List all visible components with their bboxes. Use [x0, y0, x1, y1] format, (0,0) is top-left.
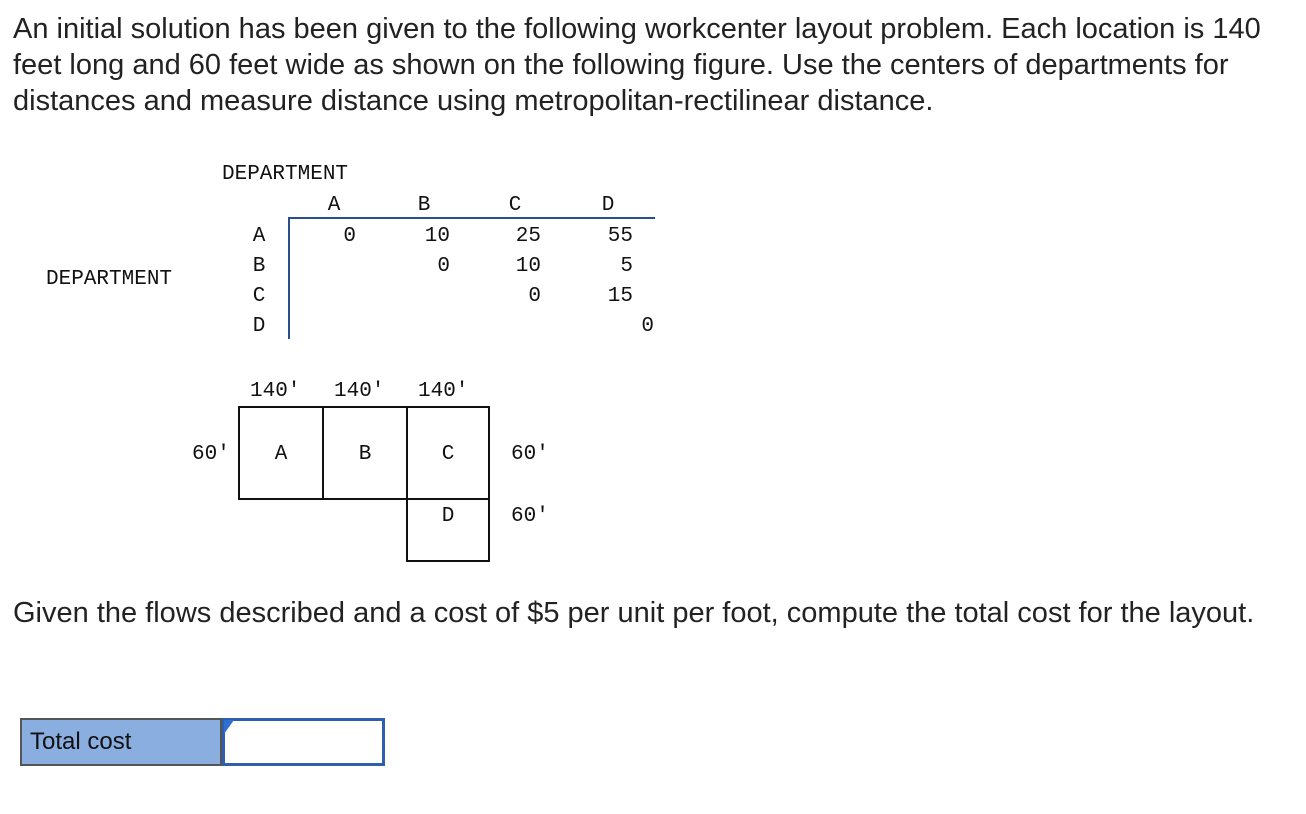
row-header-title: DEPARTMENT	[46, 268, 173, 291]
width-label-b: 140'	[334, 380, 385, 403]
header-underline	[289, 217, 655, 219]
height-label-right-bottom: 60'	[511, 505, 549, 528]
flow-cell-c-d: 15	[607, 285, 633, 308]
flow-cell-a-c: 25	[515, 225, 541, 248]
location-label-d: D	[441, 505, 455, 528]
width-label-c: 140'	[418, 380, 469, 403]
flow-cell-a-a: 0	[343, 225, 356, 248]
location-label-b: B	[358, 443, 372, 466]
flow-cell-c-c: 0	[528, 285, 541, 308]
row-label-a: A	[252, 225, 266, 248]
width-label-a: 140'	[250, 380, 301, 403]
input-flag-icon	[224, 720, 234, 734]
question-text: Given the flows described and a cost of $5 per unit per foot, compute the total cost for the layout.	[13, 597, 1255, 629]
problem-statement: An initial solution has been given to the following workcenter layout problem. Each location is 140 feet long and 60 feet wide as shown on the following figure. Use the centers of departments for distances and measure distance using metropolitan-rectilinear distance.	[13, 13, 1261, 117]
total-cost-label: Total cost	[20, 718, 222, 766]
col-label-a: A	[327, 194, 341, 217]
col-label-c: C	[508, 194, 522, 217]
column-header-title: DEPARTMENT	[222, 163, 349, 186]
row-label-divider	[288, 217, 290, 339]
location-label-c: C	[441, 443, 455, 466]
flow-cell-b-b: 0	[437, 255, 450, 278]
flow-cell-a-b: 10	[424, 225, 450, 248]
total-cost-input[interactable]	[222, 718, 385, 766]
row-label-c: C	[252, 285, 266, 308]
flow-cell-b-d: 5	[620, 255, 633, 278]
location-label-a: A	[274, 443, 288, 466]
flow-cell-d-d: 0	[641, 315, 654, 338]
row-label-b: B	[252, 255, 266, 278]
height-label-left: 60'	[192, 443, 230, 466]
col-label-b: B	[417, 194, 431, 217]
flow-cell-a-d: 55	[607, 225, 633, 248]
height-label-right-top: 60'	[511, 443, 549, 466]
col-label-d: D	[601, 194, 615, 217]
flow-cell-b-c: 10	[515, 255, 541, 278]
row-label-d: D	[252, 315, 266, 338]
